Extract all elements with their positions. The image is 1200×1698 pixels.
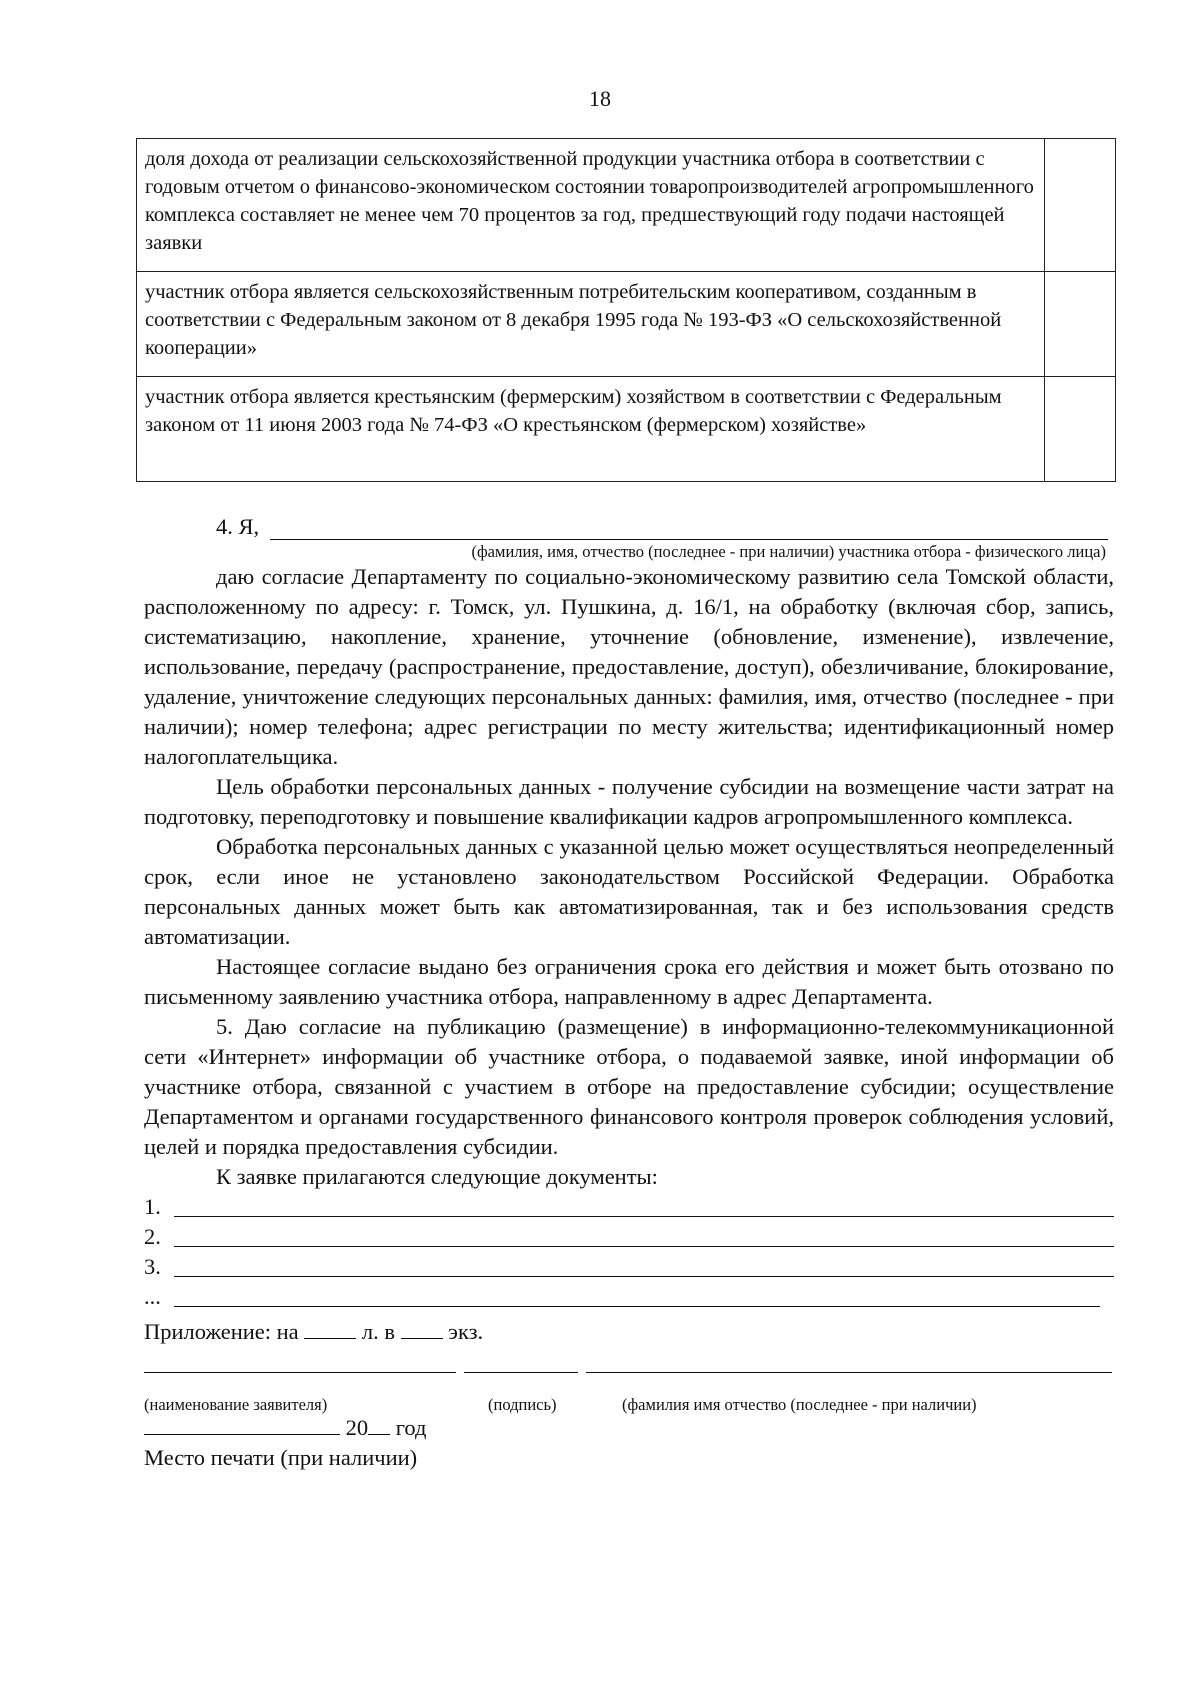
- attachment-line: [144, 1314, 1114, 1350]
- purpose-paragraph: Цель обработки персональных данных - получение субсидии на возмещение части затрат на подготовку, переподготовку и повышение квалификации кадров агропромышленного комплекса.: [144, 774, 1114, 829]
- label-signature: (подпись): [488, 1395, 557, 1414]
- date-year-field[interactable]: [368, 1412, 390, 1435]
- document-field[interactable]: [174, 1276, 1114, 1277]
- document-field[interactable]: [174, 1306, 1100, 1307]
- criterion-text: участник отбора является крестьянским (фермерским) хозяйством в соответствии с Федеральным законом от 11 июня 2003 года № 74-ФЗ «О крестьянском (фермерском) хозяйстве»: [137, 377, 1045, 482]
- applicant-name-line: [144, 512, 1114, 544]
- term-paragraph: Обработка персональных данных с указанной целью может осуществляться неопределенный срок, если иное не установлено законодательством Российской Федерации. Обработка персональных данных может быть как автоматизированная, так и без использования средств автоматизации.: [144, 834, 1114, 949]
- document-line: [144, 1252, 1114, 1282]
- date-year-prefix: 20: [345, 1415, 369, 1440]
- criterion-text: доля дохода от реализации сельскохозяйственной продукции участника отбора в соответствии с годовым отчетом о финансово-экономическом состоянии товаропроизводителей агропромышленного комплекса составляет не менее чем 70 процентов за год, предшествующий году подачи настоящей заявки: [137, 139, 1045, 272]
- label-applicant-name: (наименование заявителя): [144, 1395, 328, 1414]
- table-row: [137, 377, 1116, 482]
- applicant-name-hint: (фамилия, имя, отчество (последнее - при наличии) участника отбора - физического лица): [471, 542, 1106, 561]
- copies-count-field[interactable]: [401, 1316, 443, 1339]
- stamp-place: Место печати (при наличии): [144, 1445, 418, 1470]
- document-number: 1.: [144, 1194, 161, 1219]
- attachment-suffix: экз.: [448, 1319, 484, 1344]
- attachment-middle: л. в: [361, 1319, 396, 1344]
- section4-lead: 4. Я,: [216, 514, 260, 539]
- document-body: [144, 512, 1114, 1474]
- document-line: [144, 1192, 1114, 1222]
- document-field[interactable]: [174, 1246, 1114, 1247]
- date-year-suffix: год: [395, 1415, 427, 1440]
- table-row: [137, 139, 1116, 272]
- signature-field[interactable]: [464, 1372, 578, 1373]
- applicant-name-sign-field[interactable]: [144, 1372, 456, 1373]
- criteria-table: [136, 138, 1116, 482]
- applicant-name-field[interactable]: [270, 539, 1108, 540]
- document-field[interactable]: [174, 1216, 1114, 1217]
- criterion-text: участник отбора является сельскохозяйственным потребительским кооперативом, созданным в соответствии с Федеральным законом от 8 декабря 1995 года № 193-ФЗ «О сельскохозяйственной кооперации»: [137, 272, 1045, 377]
- fio-sign-field[interactable]: [586, 1372, 1112, 1373]
- table-row: [137, 272, 1116, 377]
- criterion-checkbox-cell[interactable]: [1045, 139, 1116, 272]
- page-number: 18: [589, 86, 611, 111]
- document-number: 2.: [144, 1224, 161, 1249]
- criterion-checkbox-cell[interactable]: [1045, 272, 1116, 377]
- attachment-prefix: Приложение: на: [144, 1319, 299, 1344]
- document-line: [144, 1282, 1114, 1312]
- label-fio: (фамилия имя отчество (последнее - при наличии): [622, 1395, 977, 1414]
- document-number: 3.: [144, 1254, 161, 1279]
- consent-paragraph: даю согласие Департаменту по социально-экономическому развитию села Томской области, расположенному по адресу: г. Томск, ул. Пушкина, д. 16/1, на обработку (включая сбор, запись, систематизацию, накопление, хранение, уточнение (обновление, изменение), извлечение, использование, передачу (распространение, предоставление, доступ), обезличивание, блокирование, удаление, уничтожение следующих персональных данных: фамилия, имя, отчество (последнее - при наличии); номер телефона; адрес регистрации по месту жительства; идентификационный номер налогоплательщика.: [144, 564, 1114, 769]
- signature-labels: [144, 1390, 1114, 1412]
- publication-consent-paragraph: 5. Даю согласие на публикацию (размещение) в информационно-телекоммуникационной сети «Интернет» информации об участнике отбора, о подаваемой заявке, иной информации об участнике отбора, связанной с участием в отборе на предоставление субсидии; осуществление Департаментом и органами государственного финансового контроля проверок соблюдения условий, целей и порядка предоставления субсидии.: [144, 1014, 1114, 1159]
- document-line: [144, 1222, 1114, 1252]
- documents-intro: К заявке прилагаются следующие документы:: [216, 1164, 658, 1189]
- criterion-checkbox-cell[interactable]: [1045, 377, 1116, 482]
- signature-lines: [144, 1350, 1114, 1390]
- sheets-count-field[interactable]: [304, 1316, 356, 1339]
- validity-paragraph: Настоящее согласие выдано без ограничения срока его действия и может быть отозвано по письменному заявлению участника отбора, направленному в адрес Департамента.: [144, 954, 1114, 1009]
- document-number: ...: [144, 1284, 161, 1309]
